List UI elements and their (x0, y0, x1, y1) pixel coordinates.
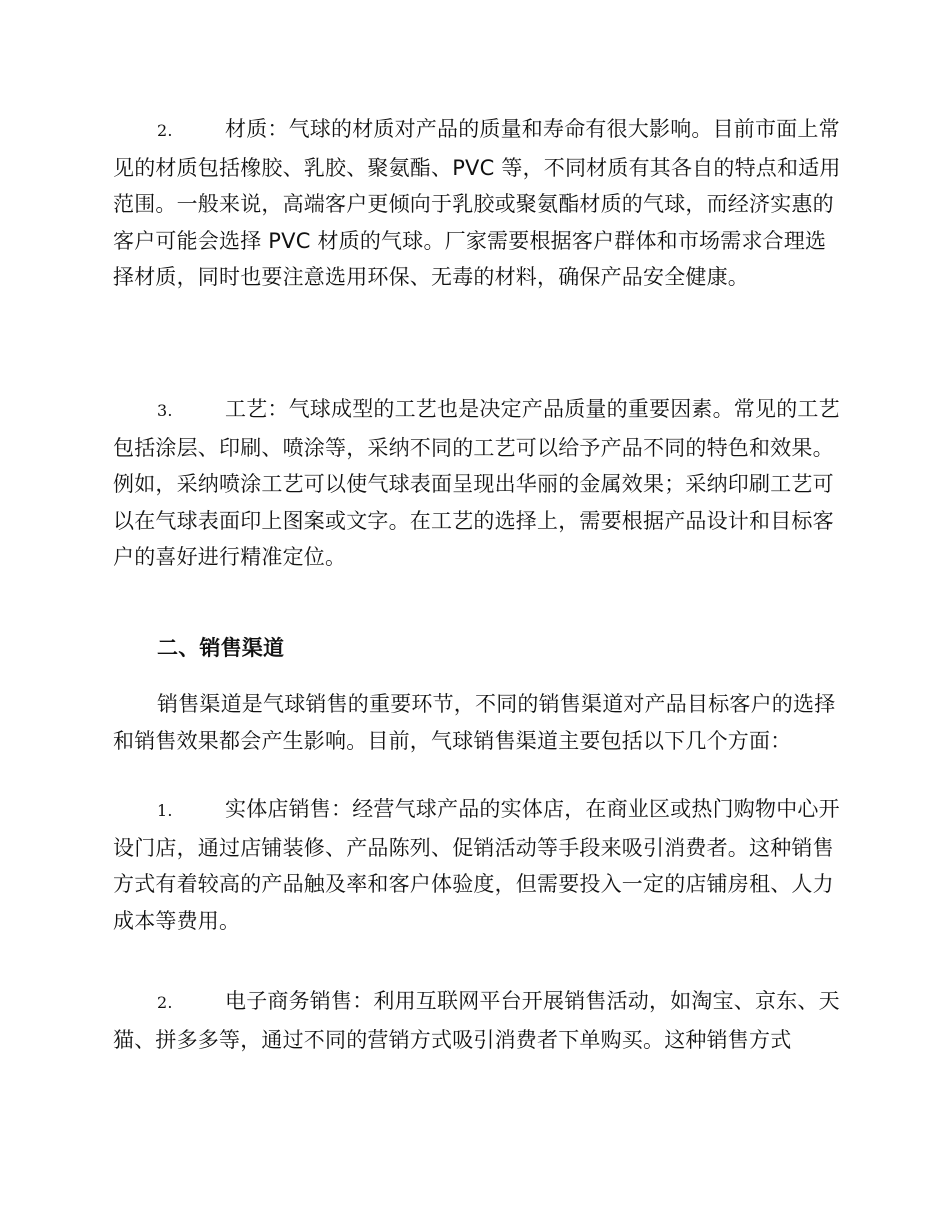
list-item-text: 电子商务销售：利用互联网平台开展销售活动，如淘宝、京东、天猫、拼多多等，通过不同的营销方式吸引消费者下单购买。这种销售方式 (113, 989, 840, 1052)
list-item-materials (113, 111, 843, 296)
list-number: 1. (157, 801, 173, 820)
list-number: 2. (157, 993, 173, 1012)
section-intro-paragraph: 销售渠道是气球销售的重要环节，不同的销售渠道对产品目标客户的选择和销售效果都会产生影响。目前，气球销售渠道主要包括以下几个方面： (113, 692, 836, 753)
list-item-craft (113, 391, 843, 576)
list-item-physical-store (113, 791, 843, 939)
list-number: 3. (157, 401, 173, 420)
list-item-text: 工艺：气球成型的工艺也是决定产品质量的重要因素。常见的工艺包括涂层、印刷、喷涂等，采纳不同的工艺可以给予产品不同的特色和效果。例如，采纳喷涂工艺可以使气球表面呈现出华丽的金属效果；采纳印刷工艺可以在气球表面印上图案或文字。在工艺的选择上，需要根据产品设计和目标客户的喜好进行精准定位。 (113, 397, 840, 569)
list-item-text: 实体店销售：经营气球产品的实体店，在商业区或热门购物中心开设门店，通过店铺装修、产品陈列、促销活动等手段来吸引消费者。这种销售方式有着较高的产品触及率和客户体验度，但需要投入一定的店铺房租、人力成本等费用。 (113, 797, 840, 933)
list-number: 2. (157, 121, 173, 140)
list-item-ecommerce (113, 983, 843, 1058)
section-heading: 二、销售渠道 (157, 636, 285, 660)
list-item-text: 材质：气球的材质对产品的质量和寿命有很大影响。目前市面上常见的材质包括橡胶、乳胶、聚氨酯、PVC 等，不同材质有其各自的特点和适用范围。一般来说，高端客户更倾向于乳胶或聚氨酯材质的气球，而经济实惠的客户可能会选择 PVC 材质的气球。厂家需要根据客户群体和市场需求合理选择材质，同时也要注意选用环保、无毒的材料，确保产品安全健康。 (113, 117, 841, 289)
